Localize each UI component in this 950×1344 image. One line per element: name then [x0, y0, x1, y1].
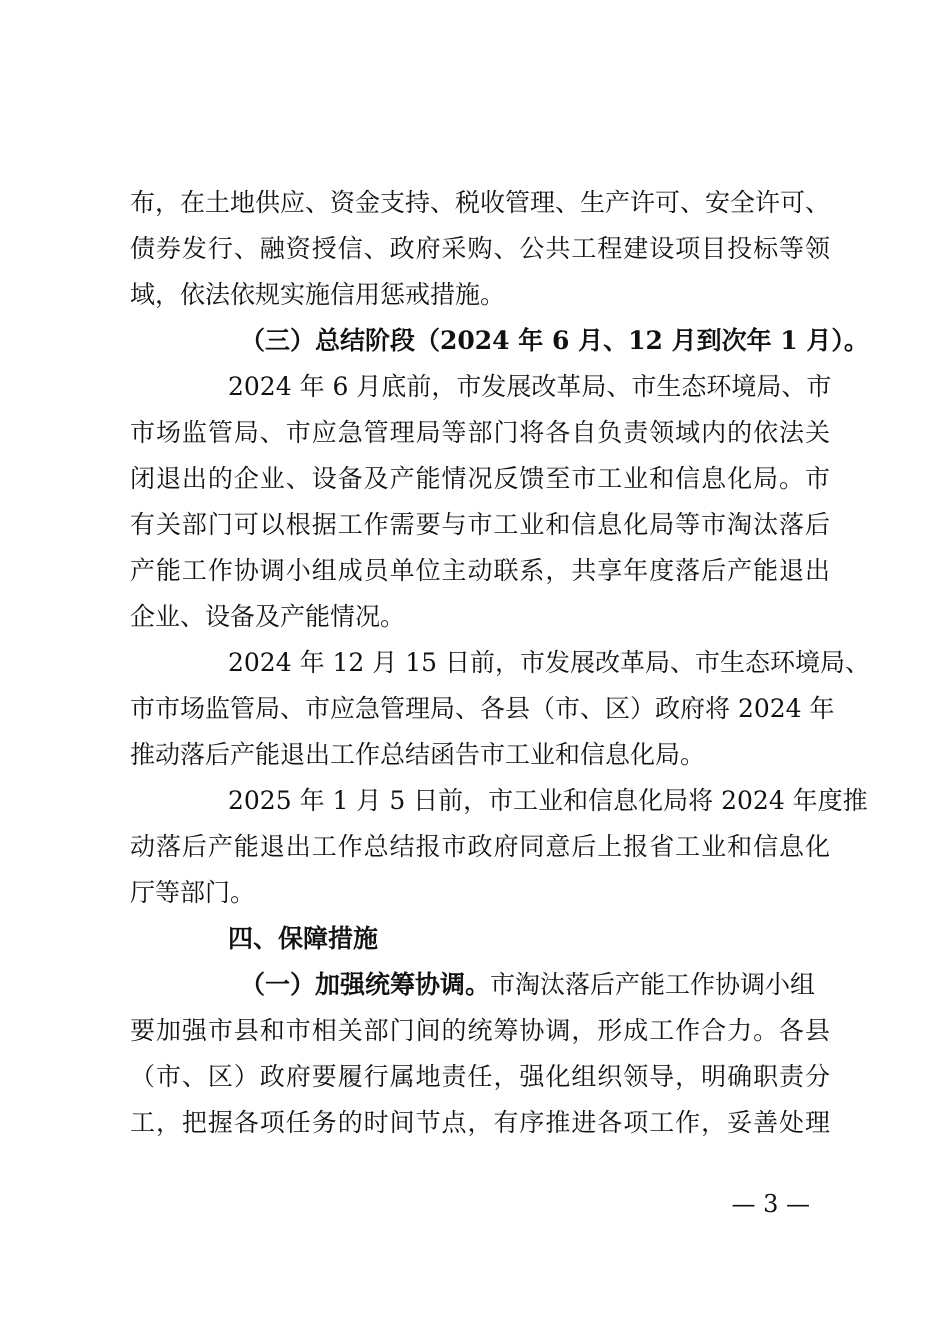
text-line-14: 2025 年 1 月 5 日前，市工业和信息化局将 2024 年度推	[228, 786, 868, 815]
section-heading-safeguards: 四、保障措施	[228, 924, 379, 953]
text-line-5: 2024 年 6 月底前，市发展改革局、市生态环境局、市	[228, 372, 832, 401]
text-line-2: 债券发行、融资授信、政府采购、公共工程建设项目投标等领	[130, 234, 830, 263]
text-line-3: 域，依法依规实施信用惩戒措施。	[130, 280, 506, 309]
page-number: — 3 —	[731, 1190, 810, 1218]
text-line-6: 市场监管局、市应急管理局等部门将各自负责领域内的依法关	[130, 418, 830, 447]
text-line-10: 企业、设备及产能情况。	[130, 602, 406, 631]
text-line-12: 市市场监管局、市应急管理局、各县（市、区）政府将 2024 年	[130, 694, 835, 723]
text-line-15: 动落后产能退出工作总结报市政府同意后上报省工业和信息化	[130, 832, 830, 861]
text-line-18	[240, 962, 830, 1008]
text-line-20: （市、区）政府要履行属地责任，强化组织领导，明确职责分	[130, 1062, 830, 1091]
text-line-21: 工，把握各项任务的时间节点，有序推进各项工作，妥善处理	[130, 1108, 830, 1137]
subheading-coordination: （一）加强统筹协调。	[240, 970, 491, 999]
text-line-9: 产能工作协调小组成员单位主动联系，共享年度落后产能退出	[130, 556, 830, 585]
text-line-1: 布，在土地供应、资金支持、税收管理、生产许可、安全许可、	[130, 188, 831, 217]
text-line-11: 2024 年 12 月 15 日前，市发展改革局、市生态环境局、	[228, 648, 870, 677]
section-heading-summary-stage: （三）总结阶段（2024 年 6 月、12 月到次年 1 月）。	[240, 326, 869, 355]
text-line-16: 厅等部门。	[130, 878, 256, 907]
text-line-18-rest: 市淘汰落后产能工作协调小组	[490, 970, 816, 999]
text-line-8: 有关部门可以根据工作需要与市工业和信息化局等市淘汰落后	[130, 510, 830, 539]
text-line-13: 推动落后产能退出工作总结函告市工业和信息化局。	[130, 740, 706, 769]
text-line-7: 闭退出的企业、设备及产能情况反馈至市工业和信息化局。市	[130, 464, 830, 493]
text-line-19: 要加强市县和市相关部门间的统筹协调，形成工作合力。各县	[130, 1016, 830, 1045]
